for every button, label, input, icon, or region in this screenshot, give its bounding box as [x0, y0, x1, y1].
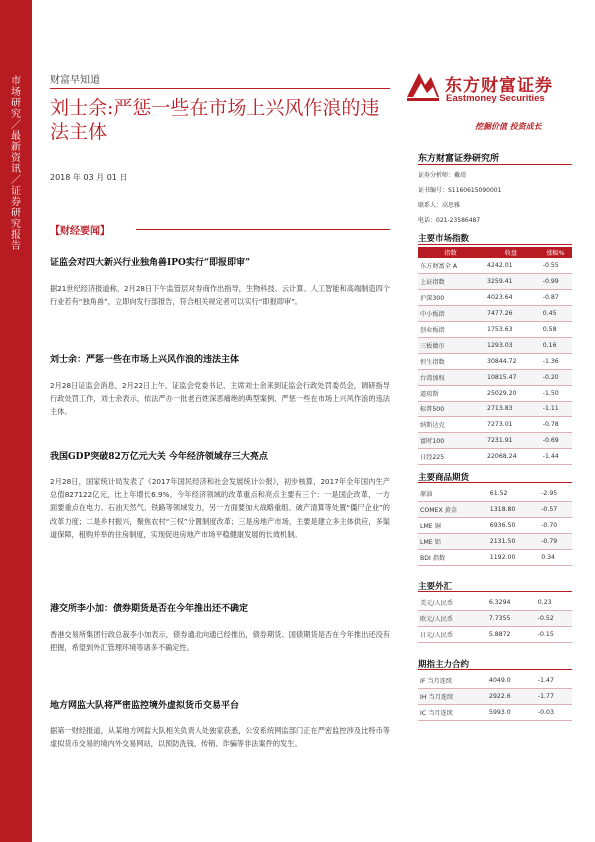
- story-body: 据21世纪经济报道称，2月28日下午监管层对券商作出指导，生物科技、云计算、人工智能和高端制造四个行业若有“独角兽”，立即向发行部报告，符合相关规定者可以实行“即报即审”。: [50, 284, 390, 307]
- close-value: 7231.91: [483, 433, 539, 449]
- row-label: 三板做市: [418, 337, 483, 353]
- change-value: 0.34: [537, 550, 572, 566]
- story-body: 2月28日，国家统计局发表了《2017年国民经济和社会发展统计公报》，初步核算，2017年全年国内生产总值827122亿元，比上年增长6.9%。今年经济领域的改革重点和亮点主要有三个：一是国企改革，一方面要重点在电力、石油天然气、铁路等领域发力，另一方面要加大战略重组、破产清算等处置“僵尸企业”的改革力度；二是乡村振兴，聚焦农村“三权”分置制度改革；三是房地产市场，主要是建立多主体供应，多渠道保障，租购并举的住房制度，实现促进房地产市场平稳健康发展的长效机制。: [50, 477, 390, 539]
- row-label: IC 当月连续: [418, 705, 485, 721]
- table-row: [418, 306, 572, 322]
- change-value: -0.20: [539, 369, 572, 385]
- row-label: 上证指数: [418, 274, 483, 290]
- table-row: [418, 627, 572, 643]
- change-value: -2.95: [537, 486, 572, 502]
- row-label: 恒生指数: [418, 353, 483, 369]
- brand-mark-icon: [403, 69, 443, 103]
- institute-divider: [418, 164, 572, 165]
- close-value: 4023.64: [483, 290, 539, 306]
- brand-slogan: 挖掘价值 投资成长: [475, 122, 542, 131]
- close-value: 5.8872: [485, 627, 534, 643]
- table-row: [418, 417, 572, 433]
- table-row: [418, 353, 572, 369]
- change-value: -0.99: [539, 274, 572, 290]
- change-value: -0.55: [539, 258, 572, 274]
- close-value: 1753.63: [483, 322, 539, 338]
- news-divider: [136, 229, 390, 230]
- row-label: 原油: [418, 486, 486, 502]
- table-row: [418, 274, 572, 290]
- phone-number: 电话：021-23586487: [418, 217, 481, 224]
- brand-name-en: Eastmoney Securities: [446, 93, 545, 104]
- row-label: LME 铝: [418, 534, 486, 550]
- report-type: 财富早知道: [50, 75, 100, 86]
- close-value: 10815.47: [483, 369, 539, 385]
- row-label: 标普500: [418, 401, 483, 417]
- table-row: [418, 673, 572, 689]
- change-value: 0.58: [539, 322, 572, 338]
- close-value: 61.52: [486, 486, 537, 502]
- brand-logo: [403, 69, 573, 109]
- table-row: [418, 486, 572, 502]
- close-value: 6.3294: [485, 595, 534, 611]
- change-value: 0.16: [539, 337, 572, 353]
- change-value: 0.23: [534, 595, 572, 611]
- change-value: -0.15: [534, 627, 572, 643]
- story-title: 证监会对四大新兴行业独角兽IPO实行“即报即审”: [50, 258, 251, 268]
- contact-person: 联系人：高思雅: [418, 202, 461, 209]
- row-label: IH 当月连续: [418, 689, 485, 705]
- story-body: 据第一财经报道，从某地方网监大队相关负责人处独家获悉，公安系统网监部门正在严密监控涉及比特币等虚拟货币交易的境内外交易网站，以预防洗钱、传销、诈骗等非法案件的发生。: [50, 726, 390, 749]
- row-label: BDI 指数: [418, 550, 486, 566]
- table-row: [418, 705, 572, 721]
- row-label: 日元/人民币: [418, 627, 485, 643]
- table-row: [418, 290, 572, 306]
- analyst: 证券分析师：戴靖: [418, 172, 467, 179]
- close-value: 7.7355: [485, 611, 534, 627]
- table-row: [418, 322, 572, 338]
- close-value: 2131.50: [486, 534, 537, 550]
- column-header: 涨幅%: [539, 247, 572, 258]
- table-row: [418, 595, 572, 611]
- side-label: 市场研究／最新资讯／证券研究报告: [11, 76, 21, 252]
- section-divider: [418, 591, 572, 592]
- row-label: 道琼斯: [418, 385, 483, 401]
- change-value: -1.50: [539, 385, 572, 401]
- change-value: -0.79: [537, 534, 572, 550]
- title-divider: [50, 88, 390, 89]
- change-value: -1.44: [539, 449, 572, 465]
- change-value: 0.45: [539, 306, 572, 322]
- change-value: -0.03: [534, 705, 572, 721]
- close-value: 25029.20: [483, 385, 539, 401]
- change-value: -0.78: [539, 417, 572, 433]
- change-value: -1.47: [534, 673, 572, 689]
- table-row: [418, 433, 572, 449]
- change-value: -0.69: [539, 433, 572, 449]
- table-row: [418, 369, 572, 385]
- table-row: [418, 518, 572, 534]
- story-body: 香港交易所集团行政总裁李小加表示，债券通北向通已经推出，债券期货、国债期货是否在今年推出还没有把握，希望到外汇管理环境等诸多不确定性。: [50, 630, 390, 653]
- market-index-table: [418, 247, 572, 465]
- page-title: 刘士余:严惩一些在市场上兴风作浪的违法主体: [50, 97, 380, 143]
- row-label: IF 当月连续: [418, 673, 485, 689]
- story-title: 港交所李小加：债券期货是否在今年推出还不确定: [50, 604, 249, 614]
- row-label: 东方财富全 A: [418, 258, 483, 274]
- futures-title: 期指主力合约: [418, 660, 470, 670]
- section-divider: [418, 669, 572, 670]
- table-row: [418, 550, 572, 566]
- close-value: 2713.83: [483, 401, 539, 417]
- row-label: 美元/人民币: [418, 595, 485, 611]
- change-value: -1.11: [539, 401, 572, 417]
- table-row: [418, 534, 572, 550]
- close-value: 4049.0: [485, 673, 534, 689]
- close-value: 30844.72: [483, 353, 539, 369]
- side-band: [0, 0, 32, 842]
- row-label: LME 铜: [418, 518, 486, 534]
- row-label: 台湾加权: [418, 369, 483, 385]
- futures-table: [418, 673, 572, 721]
- story-title: 刘士余：严惩一些在市场上兴风作浪的违法主体: [50, 355, 240, 365]
- certificate-number: 证书编号：S1160615090001: [418, 187, 502, 194]
- close-value: 4242.01: [483, 258, 539, 274]
- close-value: 1318.80: [486, 502, 537, 518]
- row-label: 创业板指: [418, 322, 483, 338]
- row-label: 中小板指: [418, 306, 483, 322]
- section-divider: [418, 482, 572, 483]
- close-value: 3259.41: [483, 274, 539, 290]
- close-value: 5993.0: [485, 705, 534, 721]
- table-row: [418, 401, 572, 417]
- table-row: [418, 258, 572, 274]
- story-title: 地方网监大队将严密监控境外虚拟货币交易平台: [50, 701, 240, 711]
- table-row: [418, 385, 572, 401]
- close-value: 22068.24: [483, 449, 539, 465]
- section-divider: [418, 244, 572, 245]
- row-label: 纳斯达克: [418, 417, 483, 433]
- change-value: -0.87: [539, 290, 572, 306]
- row-label: 沪深300: [418, 290, 483, 306]
- brand-name-cn: 东方财富证券: [445, 76, 553, 96]
- close-value: 7477.26: [483, 306, 539, 322]
- change-value: -1.77: [534, 689, 572, 705]
- table-row: [418, 502, 572, 518]
- report-date: 2018 年 03 月 01 日: [50, 173, 128, 182]
- close-value: 1192.00: [486, 550, 537, 566]
- table-row: [418, 449, 572, 465]
- fx-table: [418, 595, 572, 643]
- news-section-heading: 【财经要闻】: [50, 226, 110, 237]
- close-value: 6936.50: [486, 518, 537, 534]
- change-value: -1.36: [539, 353, 572, 369]
- change-value: -0.57: [537, 502, 572, 518]
- market-index-title: 主要市场指数: [418, 234, 470, 244]
- commodity-title: 主要商品期货: [418, 473, 470, 483]
- table-row: [418, 611, 572, 627]
- commodity-table: [418, 486, 572, 566]
- change-value: -0.52: [534, 611, 572, 627]
- close-value: 1293.03: [483, 337, 539, 353]
- row-label: 富时100: [418, 433, 483, 449]
- table-row: [418, 689, 572, 705]
- story-body: 2月28日证监会消息，2月22日上午，证监会党委书记、主席刘士余来到证监会行政处罚委员会，调研指导行政处罚工作，刘士余表示，依法严办一批老百姓深恶痛绝的典型案例、严惩一些在市场上兴风作浪的违法主体。: [50, 381, 390, 417]
- fx-title: 主要外汇: [418, 582, 453, 592]
- row-label: 日经225: [418, 449, 483, 465]
- column-header: 指数: [418, 247, 483, 258]
- change-value: -0.70: [537, 518, 572, 534]
- story-title: 我国GDP突破82万亿元大关 今年经济领域存三大亮点: [50, 452, 268, 462]
- table-row: [418, 337, 572, 353]
- row-label: 欧元/人民币: [418, 611, 485, 627]
- close-value: 7273.01: [483, 417, 539, 433]
- institute-name: 东方财富证券研究所: [418, 154, 500, 164]
- close-value: 2922.6: [485, 689, 534, 705]
- row-label: COMEX 黄金: [418, 502, 486, 518]
- column-header: 收盘: [483, 247, 539, 258]
